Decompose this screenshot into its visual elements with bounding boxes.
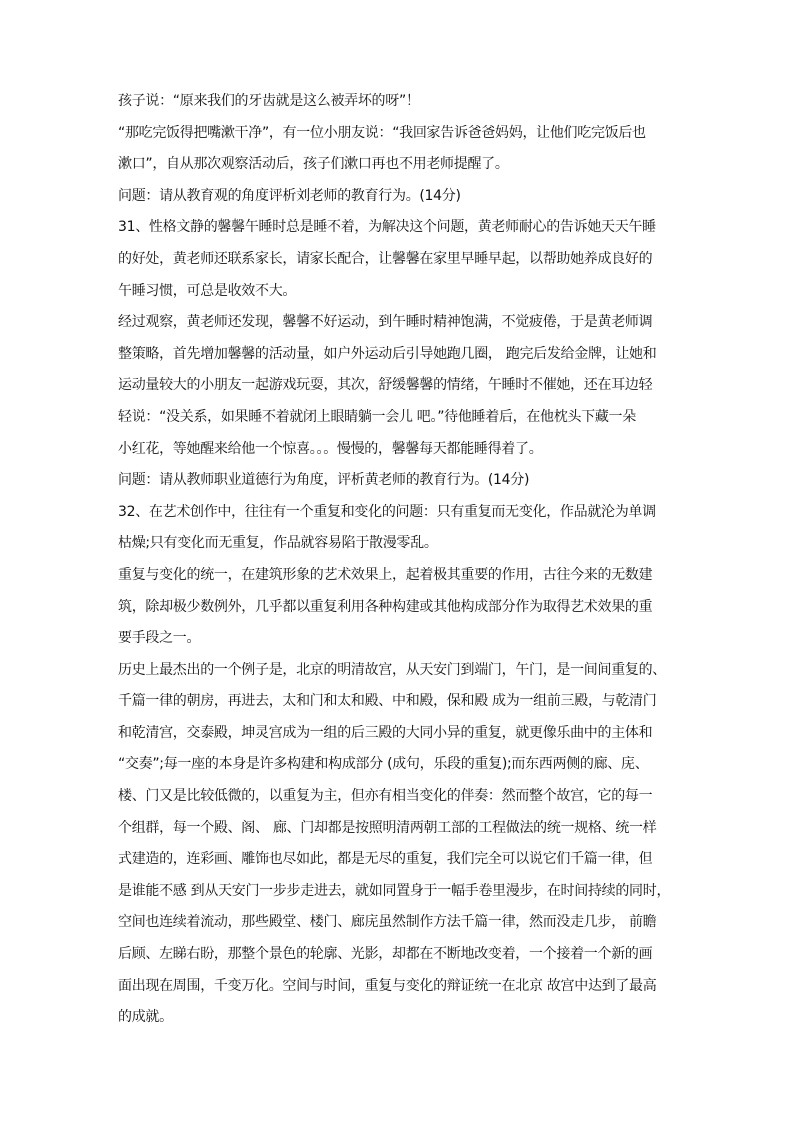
text-line: “那吃完饭得把嘴漱干净”，有一位小朋友说：“我回家告诉爸爸妈妈，让他们吃完饭后也 xyxy=(118,124,646,141)
text-line: 漱口”，自从那次观察活动后，孩子们漱口再也不用老师提醒了。 xyxy=(118,156,509,173)
text-line: 运动量较大的小朋友一起游戏玩耍，其次，舒缓馨馨的情绪，午睡时不催她，还在耳边轻 xyxy=(118,377,653,394)
text-line: “交奏”;每一座的本身是许多构建和构成部分 (成句，乐段的重复);而东西两侧的廊、庑、 xyxy=(118,756,649,773)
question-line: 问题：请从教师职业道德行为角度，评析黄老师的教育行为。(14分) xyxy=(118,472,530,489)
document-body xyxy=(118,86,698,1034)
text-line: 整策略，首先增加馨馨的活动量，如户外运动后引导她跑几圈， 跑完后发给金牌，让她和 xyxy=(118,345,657,362)
text-line: 后顾、左睇右盼，那整个景色的轮廓、光影，却都在不断地改变着，一个接着一个新的画 xyxy=(118,946,653,963)
text-line: 楼、门又是比较低微的，以重复为主，但亦有相当变化的伴奏：然而整个故宫，它的每一 xyxy=(118,788,653,805)
text-line: 和乾清宫，交泰殿，坤灵宫成为一组的后三殿的大同小异的重复，就更像乐曲中的主体和 xyxy=(118,724,653,741)
question-line: 问题：请从教育观的角度评析刘老师的教育行为。(14分) xyxy=(118,187,461,204)
text-line: 枯燥;只有变化而无重复，作品就容易陷于散漫零乱。 xyxy=(118,535,438,552)
text-line: 小红花，等她醒来给他一个惊喜。。。慢慢的，馨馨每天都能睡得着了。 xyxy=(118,440,543,457)
text-line: 式建造的，连彩画、雕饰也尽如此，都是无尽的重复，我们完全可以说它们千篇一律，但 xyxy=(118,851,653,868)
text-line: 午睡习惯，可总是收效不大。 xyxy=(118,282,297,299)
text-line: 是谁能不感 到从天安门一步步走进去，就如同置身于一幅手卷里漫步，在时间持续的同时， xyxy=(118,882,671,899)
text-line: 经过观察，黄老师还发现，馨馨不好运动，到午睡时精神饱满，不觉疲倦，于是黄老师调 xyxy=(118,314,653,331)
text-line: 面出现在周围，千变万化。空间与时间，重复与变化的辩证统一在北京 故宫中达到了最高 xyxy=(118,977,657,994)
text-line: 空间也连续着流动，那些殿堂、楼门、廊庑虽然制作方法千篇一律，然而没走几步， 前瞻 xyxy=(118,914,657,931)
text-line: 筑，除却极少数例外，几乎都以重复利用各种构建或其他构成部分作为取得艺术效果的重 xyxy=(118,598,653,615)
text-line: 的好处，黄老师还联系家长，请家长配合，让馨馨在家里早睡早起，以帮助她养成良好的 xyxy=(118,250,653,267)
text-line: 孩子说：“原来我们的牙齿就是这么被弄坏的呀”！ xyxy=(118,93,420,109)
text-line: 重复与变化的统一，在建筑形象的艺术效果上，起着极其重要的作用，古往今来的无数建 xyxy=(118,566,653,583)
text-line: 31、性格文静的馨馨午睡时总是睡不着，为解决这个问题，黄老师耐心的告诉她天天午睡 xyxy=(118,219,656,236)
text-line: 历史上最杰出的一个例子是，北京的明清故宫，从天安门到端门，午门，是一间间重复的、 xyxy=(118,661,666,678)
text-line: 个组群，每一个殿、阁、 廊、门却都是按照明清两朝工部的工程做法的统一规格、统一样 xyxy=(118,819,657,836)
text-line: 轻说：“没关系，如果睡不着就闭上眼睛躺一会儿 吧。”待他睡着后，在他枕头下藏一朵 xyxy=(118,408,636,425)
text-line: 的成就。 xyxy=(118,1009,173,1026)
text-line: 32、在艺术创作中，往往有一个重复和变化的问题：只有重复而无变化，作品就沦为单调 xyxy=(118,503,656,520)
text-line: 千篇一律的朝房，再进去，太和门和太和殿、中和殿，保和殿 成为一组前三殿，与乾清门 xyxy=(118,693,657,710)
text-line: 要手段之一。 xyxy=(118,630,201,647)
